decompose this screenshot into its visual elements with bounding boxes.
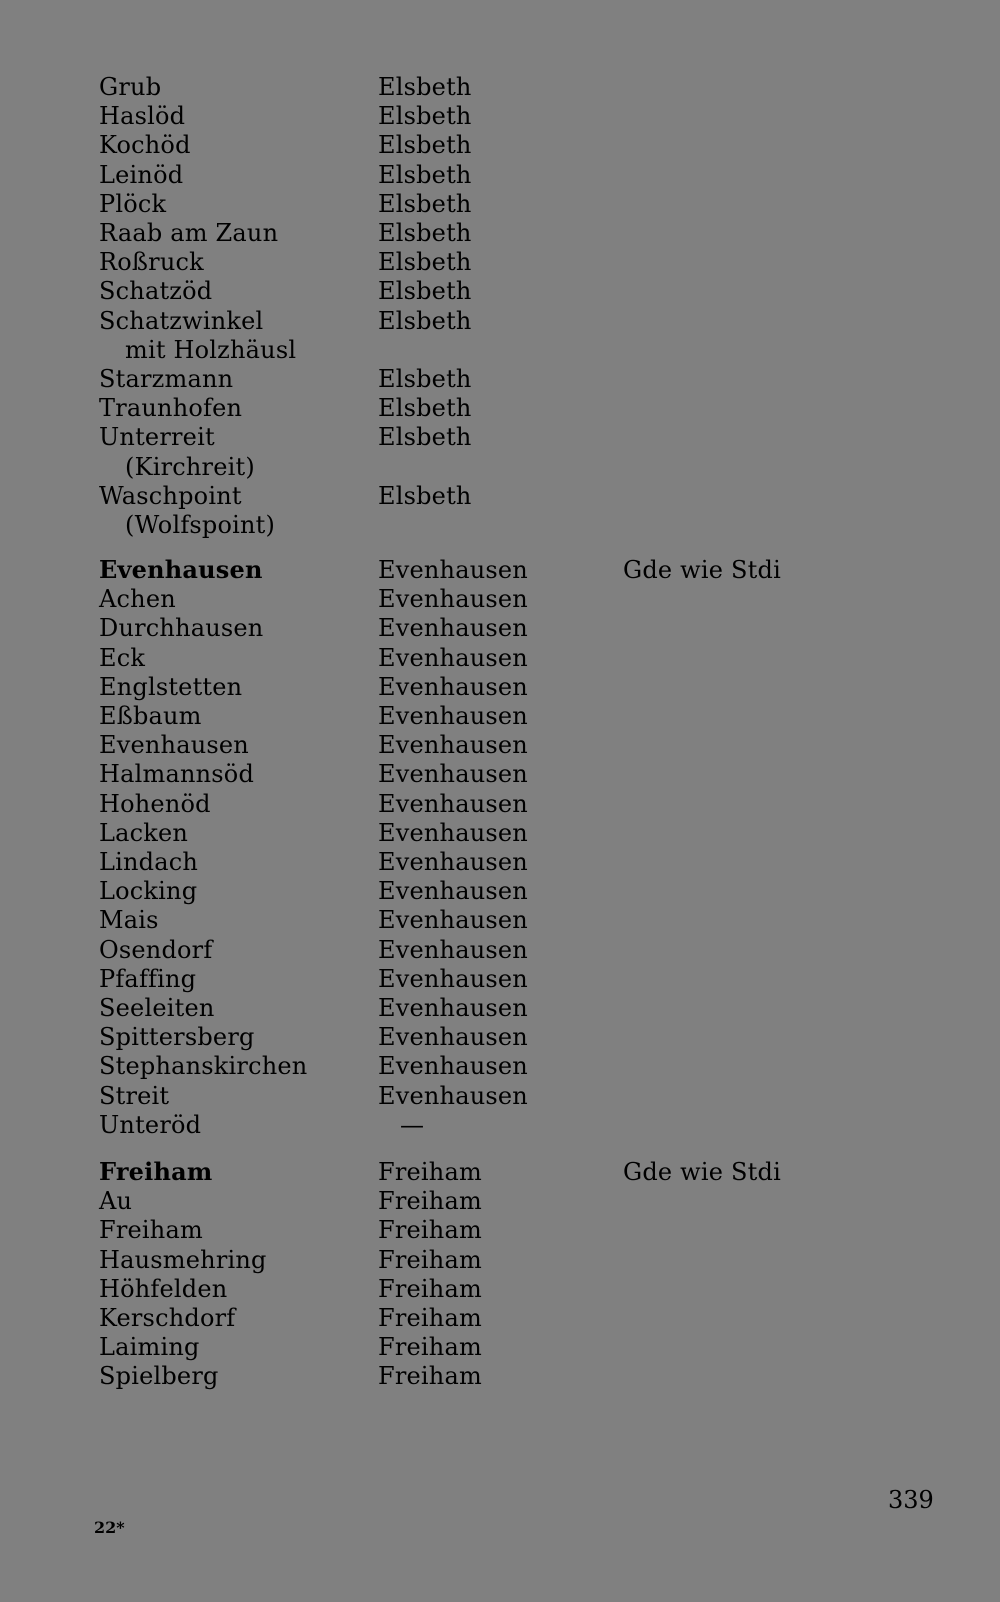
- table-row: [0, 510, 1000, 540]
- table-row: [0, 701, 1000, 731]
- parish-name: Evenhausen: [378, 906, 528, 934]
- place-name: Seeleiten: [99, 994, 215, 1022]
- table-row: [0, 1361, 1000, 1391]
- table-row: [0, 101, 1000, 131]
- parish-name: Evenhausen: [378, 760, 528, 788]
- table-row: [0, 189, 1000, 219]
- place-name: Locking: [99, 877, 198, 905]
- parish-name: Freiham: [378, 1275, 482, 1303]
- parish-name: Evenhausen: [378, 731, 528, 759]
- table-row: [0, 555, 1000, 585]
- table-row: [0, 1157, 1000, 1187]
- parish-name: Evenhausen: [378, 994, 528, 1022]
- table-row: [0, 306, 1000, 336]
- table-row: [0, 993, 1000, 1023]
- place-name: Streit: [99, 1082, 170, 1110]
- parish-name: Elsbeth: [378, 394, 472, 422]
- parish-name: Freiham: [378, 1304, 482, 1332]
- place-name: Lindach: [99, 848, 199, 876]
- place-name: Grub: [99, 73, 162, 101]
- parish-name: Evenhausen: [378, 585, 528, 613]
- parish-name: Elsbeth: [378, 219, 472, 247]
- municipality-note: Gde wie Stdi: [623, 556, 781, 584]
- place-name: Haslöd: [99, 102, 186, 130]
- parish-name: Evenhausen: [378, 556, 528, 584]
- page-number: 339: [888, 1486, 934, 1514]
- parish-name: Elsbeth: [378, 190, 472, 218]
- table-row: [0, 730, 1000, 760]
- table-row: [0, 130, 1000, 160]
- table-row: [0, 1186, 1000, 1216]
- parish-name: Evenhausen: [378, 790, 528, 818]
- place-name: (Wolfspoint): [125, 511, 276, 539]
- parish-name: Evenhausen: [378, 819, 528, 847]
- parish-name: Elsbeth: [378, 73, 472, 101]
- place-name: Englstetten: [99, 673, 243, 701]
- parish-name: Elsbeth: [378, 365, 472, 393]
- place-name: Evenhausen: [99, 731, 249, 759]
- parish-name: Evenhausen: [378, 1082, 528, 1110]
- table-row: [0, 876, 1000, 906]
- place-name: Eck: [99, 644, 146, 672]
- parish-name: Evenhausen: [378, 877, 528, 905]
- parish-name: Freiham: [378, 1158, 482, 1186]
- parish-name: Elsbeth: [378, 161, 472, 189]
- table-row: [0, 643, 1000, 673]
- table-row: [0, 818, 1000, 848]
- parish-name: Evenhausen: [378, 644, 528, 672]
- parish-name: Elsbeth: [378, 102, 472, 130]
- table-row: [0, 452, 1000, 482]
- table-row: [0, 481, 1000, 511]
- parish-name: Evenhausen: [378, 673, 528, 701]
- table-row: [0, 789, 1000, 819]
- parish-name: Evenhausen: [378, 936, 528, 964]
- table-row: [0, 672, 1000, 702]
- parish-name: Freiham: [378, 1187, 482, 1215]
- place-name: Kochöd: [99, 131, 191, 159]
- parish-name: —: [400, 1111, 425, 1139]
- table-row: [0, 422, 1000, 452]
- table-row: [0, 1081, 1000, 1111]
- place-name: Mais: [99, 906, 159, 934]
- parish-name: Evenhausen: [378, 702, 528, 730]
- place-name: Spittersberg: [99, 1023, 255, 1051]
- place-name: Waschpoint: [99, 482, 242, 510]
- table-row: [0, 964, 1000, 994]
- table-row: [0, 218, 1000, 248]
- parish-name: Elsbeth: [378, 307, 472, 335]
- parish-name: Freiham: [378, 1216, 482, 1244]
- parish-name: Freiham: [378, 1362, 482, 1390]
- table-row: [0, 1215, 1000, 1245]
- place-name: Schatzwinkel: [99, 307, 264, 335]
- place-name: Unterreit: [99, 423, 215, 451]
- place-name: Kerschdorf: [99, 1304, 236, 1332]
- place-name: Lacken: [99, 819, 189, 847]
- parish-name: Elsbeth: [378, 482, 472, 510]
- place-name: mit Holzhäusl: [125, 336, 297, 364]
- place-name: Durchhausen: [99, 614, 264, 642]
- place-name: Höhfelden: [99, 1275, 228, 1303]
- parish-name: Elsbeth: [378, 423, 472, 451]
- place-name: Achen: [99, 585, 176, 613]
- place-name: Unteröd: [99, 1111, 202, 1139]
- place-name: Stephanskirchen: [99, 1052, 308, 1080]
- place-name: (Kirchreit): [125, 453, 255, 481]
- place-name: Eßbaum: [99, 702, 202, 730]
- place-name: Au: [99, 1187, 133, 1215]
- parish-name: Evenhausen: [378, 965, 528, 993]
- table-row: [0, 905, 1000, 935]
- table-row: [0, 1332, 1000, 1362]
- parish-name: Evenhausen: [378, 1052, 528, 1080]
- place-name: Starzmann: [99, 365, 234, 393]
- place-name: Traunhofen: [99, 394, 243, 422]
- place-name: Evenhausen: [99, 555, 263, 584]
- parish-name: Evenhausen: [378, 848, 528, 876]
- table-row: [0, 1022, 1000, 1052]
- table-row: [0, 364, 1000, 394]
- table-row: [0, 584, 1000, 614]
- table-row: [0, 276, 1000, 306]
- table-row: [0, 613, 1000, 643]
- table-row: [0, 935, 1000, 965]
- parish-name: Elsbeth: [378, 131, 472, 159]
- place-name: Raab am Zaun: [99, 219, 279, 247]
- table-row: [0, 72, 1000, 102]
- place-name: Osendorf: [99, 936, 213, 964]
- parish-name: Freiham: [378, 1246, 482, 1274]
- table-row: [0, 247, 1000, 277]
- table-row: [0, 847, 1000, 877]
- table-row: [0, 160, 1000, 190]
- place-name: Plöck: [99, 190, 167, 218]
- table-row: [0, 1110, 1000, 1140]
- place-name: Schatzöd: [99, 277, 213, 305]
- place-name: Roßruck: [99, 248, 204, 276]
- place-name: Freiham: [99, 1216, 203, 1244]
- parish-name: Freiham: [378, 1333, 482, 1361]
- place-name: Pfaffing: [99, 965, 197, 993]
- table-row: [0, 1051, 1000, 1081]
- municipality-note: Gde wie Stdi: [623, 1158, 781, 1186]
- signature-mark: 22*: [94, 1518, 125, 1537]
- place-name: Hohenöd: [99, 790, 211, 818]
- table-row: [0, 1303, 1000, 1333]
- table-row: [0, 393, 1000, 423]
- parish-name: Elsbeth: [378, 248, 472, 276]
- table-row: [0, 1274, 1000, 1304]
- place-name: Leinöd: [99, 161, 184, 189]
- place-name: Hausmehring: [99, 1246, 267, 1274]
- table-row: [0, 335, 1000, 365]
- parish-name: Elsbeth: [378, 277, 472, 305]
- place-name: Freiham: [99, 1157, 213, 1186]
- table-row: [0, 1245, 1000, 1275]
- parish-name: Evenhausen: [378, 1023, 528, 1051]
- place-name: Spielberg: [99, 1362, 219, 1390]
- parish-name: Evenhausen: [378, 614, 528, 642]
- place-name: Laiming: [99, 1333, 200, 1361]
- table-row: [0, 759, 1000, 789]
- place-name: Halmannsöd: [99, 760, 255, 788]
